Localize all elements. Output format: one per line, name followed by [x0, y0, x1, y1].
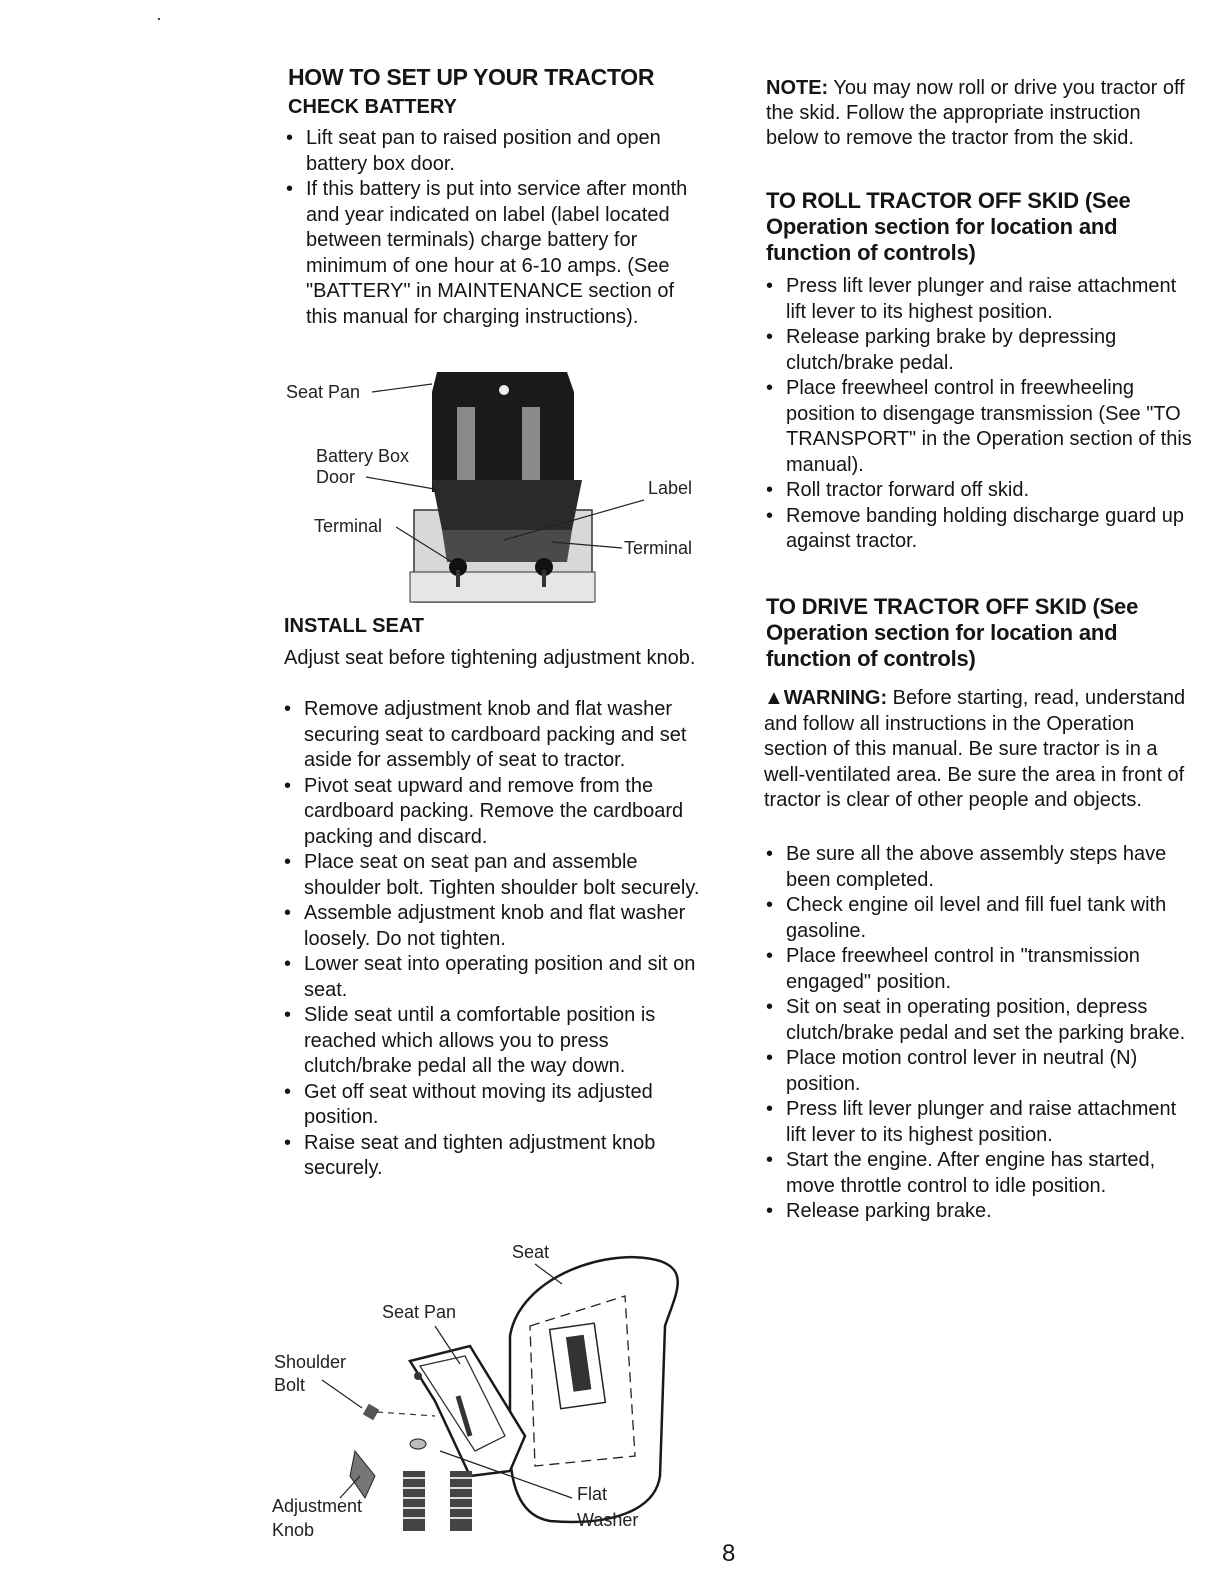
warning-text: Before starting, read, understand and follow all instructions in the Operation section of this manual. Be sure tractor is in a well-ventilated area. Be sure the area in front of tractor is clear of other people and objects.: [764, 687, 1186, 811]
list-item: • Sit on seat in operating position, depress clutch/brake pedal and set the parking brake.: [764, 995, 1194, 1046]
list-item: • If this battery is put into service after month and year indicated on label (label located between terminals) charge battery for minimum of one hour at 6-10 amps. (See "BATTERY" in MAINTENANCE section of this manual for charging instructions).: [284, 177, 704, 330]
spring-icon: [403, 1471, 425, 1531]
label-adjustment-knob: Adjustment: [272, 1496, 363, 1516]
list-item: • Release parking brake.: [764, 1199, 1194, 1225]
label-flat-washer: Flat: [577, 1484, 608, 1504]
list-item: • Place freewheel control in freewheeling position to disengage transmission (See "TO TRANSPORT" in the Operation section of this manual).: [764, 376, 1194, 478]
svg-text:Knob: Knob: [272, 1520, 315, 1540]
roll-off-list: [764, 274, 1194, 555]
note-paragraph: [766, 76, 1196, 151]
list-item: • Pivot seat upward and remove from the cardboard packing. Remove the cardboard packing and discard.: [282, 774, 712, 851]
seat-figure: [270, 1236, 710, 1548]
spring-icon: [450, 1471, 472, 1531]
list-item: • Slide seat until a comfortable position is reached which allows you to press clutch/brake pedal all the way down.: [282, 1003, 712, 1080]
list-item: • Remove adjustment knob and flat washer securing seat to cardboard packing and set aside for assembly of seat to tractor.: [282, 697, 712, 774]
list-item: • Lower seat into operating position and sit on seat.: [282, 952, 712, 1003]
list-item: • Press lift lever plunger and raise attachment lift lever to its highest position.: [764, 274, 1194, 325]
list-item: • Press lift lever plunger and raise attachment lift lever to its highest position.: [764, 1097, 1194, 1148]
seat-pan-rail: [457, 407, 475, 482]
svg-text:Washer: Washer: [577, 1510, 639, 1530]
warning-triangle-icon: ▲: [764, 687, 784, 709]
scan-speck: [158, 18, 160, 20]
list-item: • Lift seat pan to raised position and open battery box door.: [284, 126, 704, 177]
list-item: • Check engine oil level and fill fuel tank with gasoline.: [764, 893, 1194, 944]
install-seat-list: [282, 697, 712, 1182]
list-item: • Be sure all the above assembly steps have been completed.: [764, 842, 1194, 893]
label-seat: Seat: [512, 1242, 550, 1262]
check-battery-heading: CHECK BATTERY: [288, 96, 457, 118]
roll-off-heading: TO ROLL TRACTOR OFF SKID (See Operation section for location and function of controls): [766, 188, 1131, 265]
label-seat-pan-2: Seat Pan: [382, 1302, 457, 1322]
label-battery-box-door: Battery Box: [316, 446, 410, 466]
list-item: • Raise seat and tighten adjustment knob securely.: [282, 1131, 712, 1182]
drive-off-list: [764, 842, 1194, 1225]
label-terminal-right: Terminal: [624, 538, 693, 558]
list-item: • Release parking brake by depressing clutch/brake pedal.: [764, 325, 1194, 376]
label-terminal-left: Terminal: [314, 516, 383, 536]
warning-paragraph: [764, 686, 1196, 814]
page-title: HOW TO SET UP YOUR TRACTOR: [288, 64, 655, 90]
list-item: • Place motion control lever in neutral (N) position.: [764, 1046, 1194, 1097]
svg-text:Bolt: Bolt: [274, 1375, 306, 1395]
note-label: NOTE:: [766, 77, 829, 99]
install-seat-heading: INSTALL SEAT: [284, 615, 424, 637]
list-item: • Get off seat without moving its adjusted position.: [282, 1080, 712, 1131]
battery-figure: [282, 362, 722, 612]
list-item: • Assemble adjustment knob and flat washer loosely. Do not tighten.: [282, 901, 712, 952]
check-battery-list: [284, 126, 704, 330]
svg-text:Door: Door: [316, 467, 356, 487]
list-item: • Remove banding holding discharge guard up against tractor.: [764, 504, 1194, 555]
note-text: You may now roll or drive you tractor off the skid. Follow the appropriate instruction below to remove the tractor from the skid.: [766, 77, 1185, 149]
page-number: 8: [722, 1540, 736, 1567]
list-item: • Place freewheel control in "transmission engaged" position.: [764, 944, 1194, 995]
label-shoulder-bolt: Shoulder: [274, 1352, 347, 1372]
label-label: Label: [648, 478, 693, 498]
list-item: • Roll tractor forward off skid.: [764, 478, 1194, 504]
label-seat-pan: Seat Pan: [286, 382, 361, 402]
list-item: • Start the engine. After engine has started, move throttle control to idle position.: [764, 1148, 1194, 1199]
drive-off-heading: TO DRIVE TRACTOR OFF SKID (See Operation section for location and function of controls): [766, 594, 1139, 671]
list-item: • Place seat on seat pan and assemble shoulder bolt. Tighten shoulder bolt securely.: [282, 850, 712, 901]
warning-label: WARNING:: [783, 687, 888, 709]
install-seat-intro: Adjust seat before tightening adjustment knob.: [284, 647, 696, 669]
